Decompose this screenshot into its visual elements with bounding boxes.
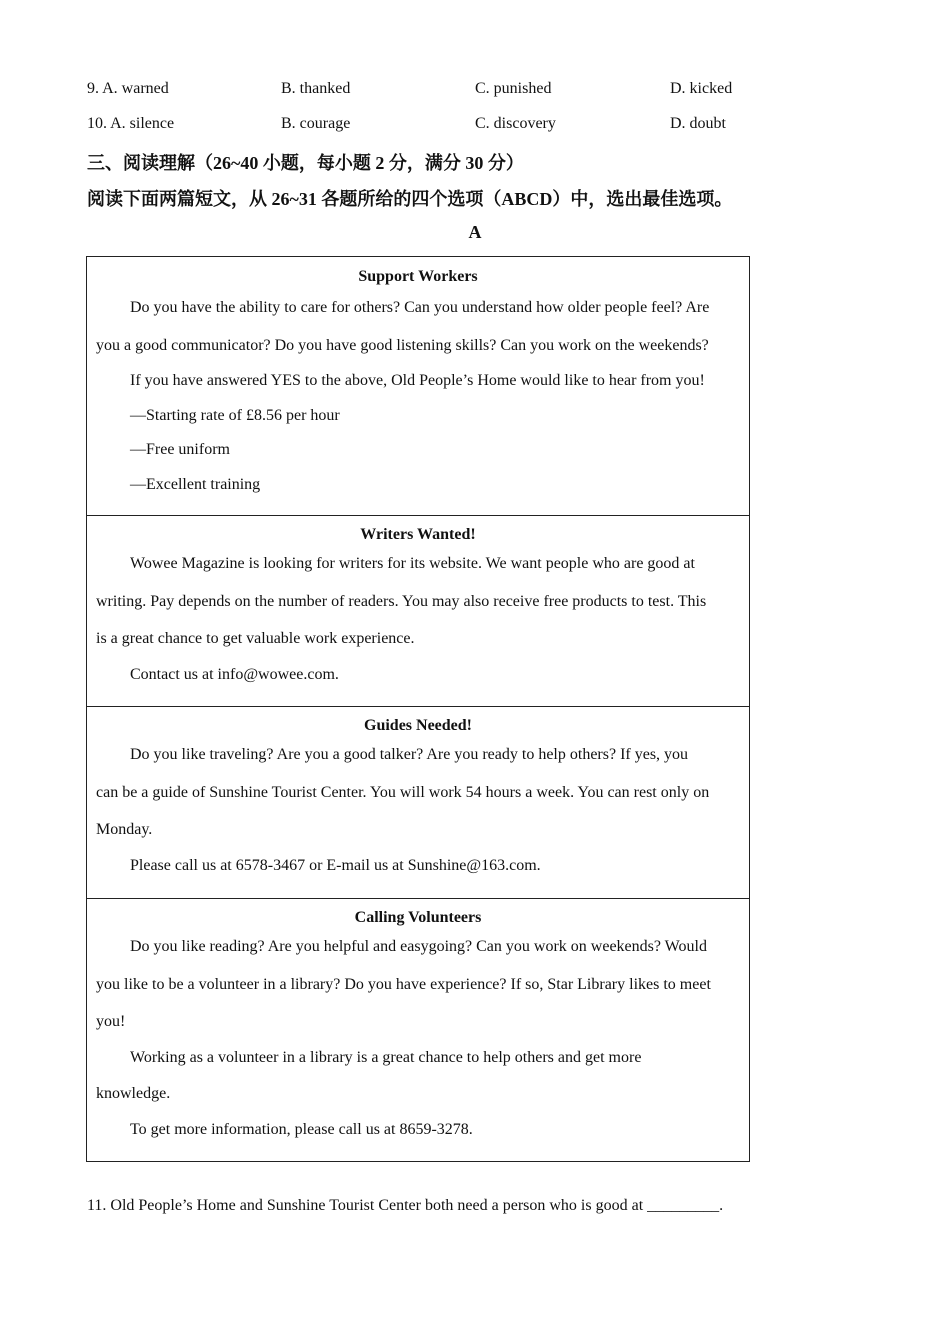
ad-title: Calling Volunteers [354,909,482,926]
ad-text: you like to be a volunteer in a library? Do you have experience? If so, Star Library likes to meet [96,975,711,993]
ad-text: knowledge. [96,1085,171,1102]
option-c: C. punished [475,80,552,97]
ad-writers-wanted [87,515,749,706]
ad-text: is a great chance to get valuable work experience. [96,630,415,647]
question-10-options [87,115,847,137]
section-heading: 三、阅读理解（26~40 小题，每小题 2 分，满分 30 分） [87,153,524,173]
option-a: 10. A. silence [87,115,175,132]
ad-text: Do you like traveling? Are you a good talker? Are you ready to help others? If yes, you [130,746,689,763]
ad-text: Monday. [96,821,153,838]
ad-text: Please call us at 6578-3467 or E-mail us at Sunshine@163.com. [130,856,541,874]
option-b: B. thanked [281,80,351,97]
ad-title: Support Workers [358,268,478,285]
ad-support-workers [87,257,749,515]
ad-text: you a good communicator? Do you have good listening skills? Can you work on the weekends? [96,336,709,354]
ad-text: —Excellent training [130,475,261,493]
ad-text: Working as a volunteer in a library is a great chance to help others and get more [130,1048,642,1066]
instructions: 阅读下面两篇短文，从 26~31 各题所给的四个选项（ABCD）中，选出最佳选项。 [87,189,733,209]
ad-text: Contact us at info@wowee.com. [130,665,339,683]
question-11: 11. Old People’s Home and Sunshine Tourist Center both need a person who is good at _________. [87,1197,724,1214]
option-d: D. kicked [670,80,733,97]
ad-text: If you have answered YES to the above, Old People’s Home would like to hear from you! [130,372,705,389]
option-b: B. courage [281,115,351,132]
passage-label: A [468,222,482,242]
option-d: D. doubt [670,115,726,132]
ad-text: —Starting rate of £8.56 per hour [130,406,340,424]
option-a: 9. A. warned [87,80,169,97]
ad-text: you! [96,1013,126,1030]
ad-text: Do you have the ability to care for others? Can you understand how older people feel? Are [130,299,710,316]
ad-text: To get more information, please call us at 8659-3278. [130,1120,473,1138]
ad-text: Wowee Magazine is looking for writers for its website. We want people who are good at [130,555,695,572]
ad-calling-volunteers [87,898,749,1161]
question-9-options [87,80,847,102]
ad-title: Guides Needed! [364,717,472,734]
ad-title: Writers Wanted! [360,526,476,543]
ad-text: —Free uniform [130,441,230,458]
ad-guides-needed [87,706,749,898]
ad-text: can be a guide of Sunshine Tourist Center. You will work 54 hours a week. You can rest only on [96,783,710,801]
ads-table [86,256,750,1162]
ad-text: writing. Pay depends on the number of readers. You may also receive free products to test. This [96,592,707,610]
ad-text: Do you like reading? Are you helpful and easygoing? Can you work on weekends? Would [130,938,707,955]
option-c: C. discovery [475,115,556,132]
